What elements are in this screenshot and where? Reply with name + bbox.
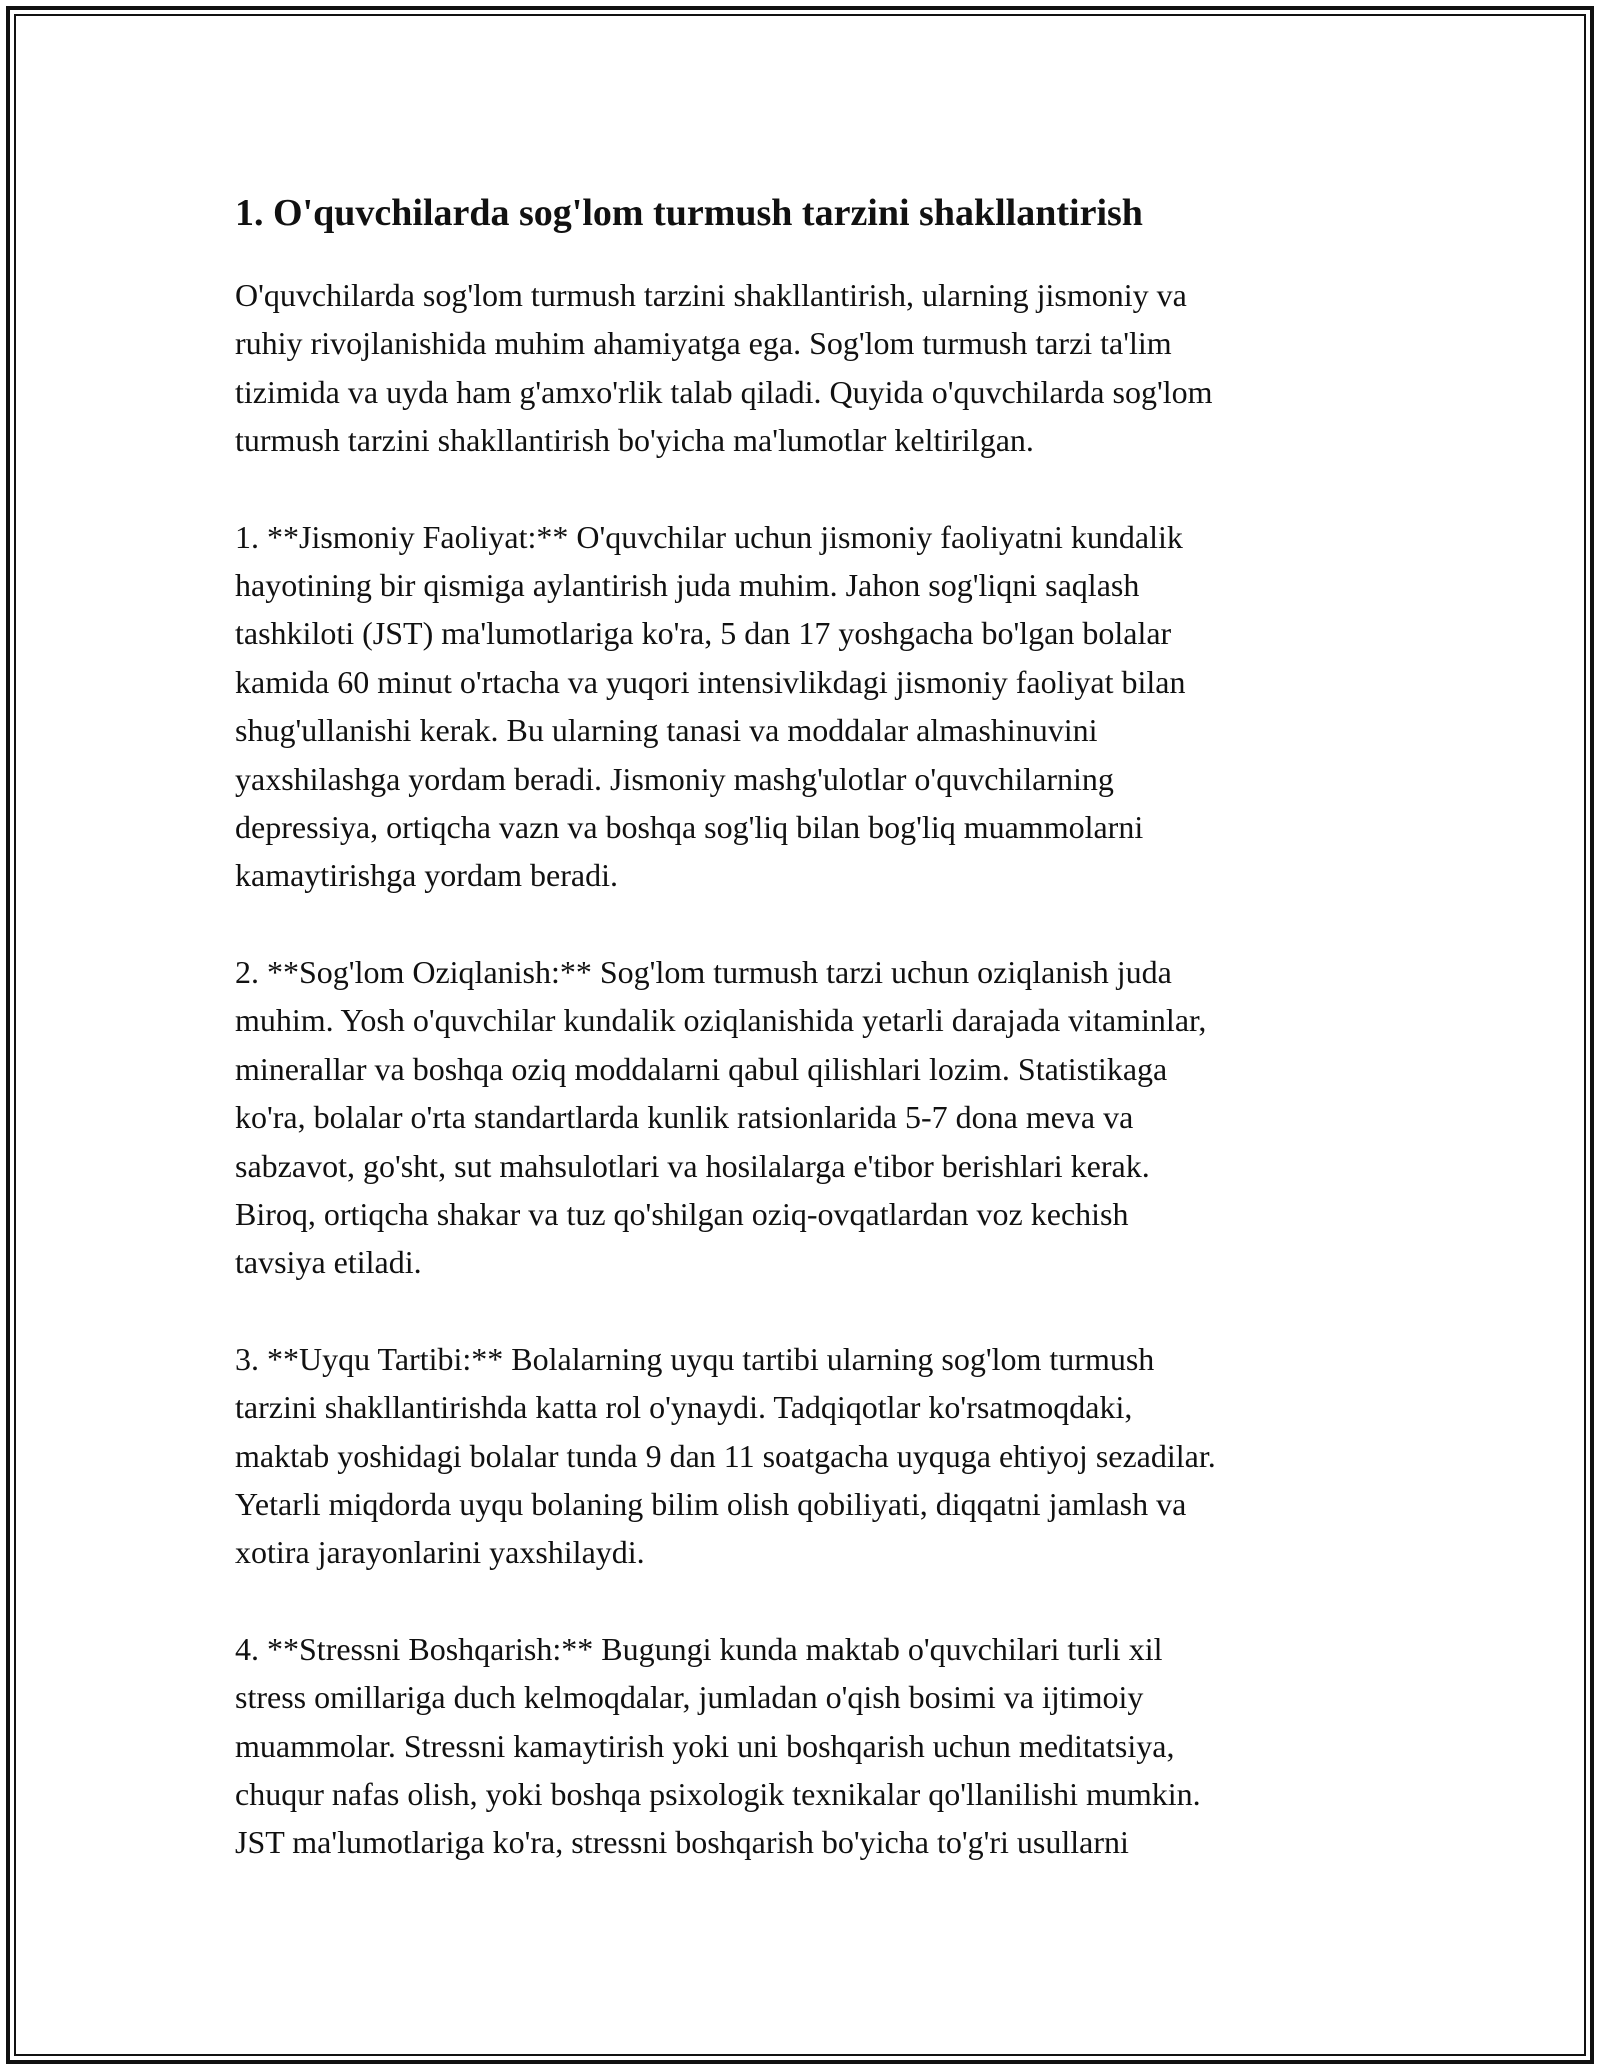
text-line: O'quvchilarda sog'lom turmush tarzini shakllantirish, ularning jismoniy va	[235, 277, 1187, 313]
text-line: kamida 60 minut o'rtacha va yuqori intensivlikdagi jismoniy faoliyat bilan	[235, 663, 1186, 700]
text-line: Biroq, ortiqcha shakar va tuz qo'shilgan oziq-ovqatlardan voz kechish	[235, 1195, 1129, 1232]
text-line: shug'ullanishi kerak. Bu ularning tanasi va moddalar almashinuvini	[235, 712, 1098, 749]
document-title: 1. O'quvchilarda sog'lom turmush tarzini shakllantirish	[235, 192, 1143, 234]
text-line: Yetarli miqdorda uyqu bolaning bilim olish qobiliyati, diqqatni jamlash va	[235, 1485, 1187, 1522]
text-line: ko'ra, bolalar o'rta standartlarda kunlik ratsionlarida 5-7 dona meva va	[235, 1099, 1134, 1136]
text-line: sabzavot, go'sht, sut mahsulotlari va hosilalarga e'tibor berishlari kerak.	[235, 1147, 1150, 1184]
text-line: maktab yoshidagi bolalar tunda 9 dan 11 soatgacha uyquga ehtiyoj sezadilar.	[235, 1437, 1216, 1474]
text-line: tavsiya etiladi.	[235, 1244, 422, 1281]
text-line: kamaytirishga yordam beradi.	[235, 857, 618, 894]
text-line: stress omillariga duch kelmoqdalar, jumladan o'qish bosimi va ijtimoiy	[235, 1679, 1144, 1716]
text-line: yaxshilashga yordam beradi. Jismoniy mashg'ulotlar o'quvchilarning	[235, 760, 1114, 797]
text-line: 1. **Jismoniy Faoliyat:** O'quvchilar uchun jismoniy faoliyatni kundalik	[235, 518, 1183, 555]
text-line: chuqur nafas olish, yoki boshqa psixologik texnikalar qo'llanilishi mumkin.	[235, 1775, 1201, 1812]
paragraph-sleep-schedule	[235, 1335, 1385, 1577]
paragraph-healthy-nutrition	[235, 948, 1385, 1287]
text-line: hayotining bir qismiga aylantirish juda muhim. Jahon sog'liqni saqlash	[235, 567, 1140, 604]
text-line: depressiya, ortiqcha vazn va boshqa sog'liq bilan bog'liq muammolarni	[235, 809, 1144, 846]
paragraph-physical-activity	[235, 513, 1385, 900]
text-line: ruhiy rivojlanishida muhim ahamiyatga ega. Sog'lom turmush tarzi ta'lim	[235, 325, 1172, 362]
paragraph-stress-management	[235, 1625, 1385, 1867]
document-body	[235, 185, 1385, 1915]
text-line: 3. **Uyqu Tartibi:** Bolalarning uyqu tartibi ularning sog'lom turmush	[235, 1340, 1155, 1377]
text-line: minerallar va boshqa oziq moddalarni qabul qilishlari lozim. Statistikaga	[235, 1050, 1168, 1087]
text-line: JST ma'lumotlariga ko'ra, stressni boshqarish bo'yicha to'g'ri usullarni	[235, 1824, 1129, 1861]
text-line: turmush tarzini shakllantirish bo'yicha ma'lumotlar keltirilgan.	[235, 422, 1034, 459]
text-line: tarzini shakllantirishda katta rol o'ynaydi. Tadqiqotlar ko'rsatmoqdaki,	[235, 1389, 1133, 1426]
text-line: 4. **Stressni Boshqarish:** Bugungi kunda maktab o'quvchilari turli xil	[235, 1630, 1163, 1667]
text-line: muhim. Yosh o'quvchilar kundalik oziqlanishida yetarli darajada vitaminlar,	[235, 1002, 1207, 1039]
text-line: tizimida va uyda ham g'amxo'rlik talab qiladi. Quyida o'quvchilarda sog'lom	[235, 373, 1213, 410]
text-line: muammolar. Stressni kamaytirish yoki uni boshqarish uchun meditatsiya,	[235, 1727, 1175, 1764]
text-line: 2. **Sog'lom Oziqlanish:** Sog'lom turmush tarzi uchun oziqlanish juda	[235, 953, 1172, 990]
paragraph-intro	[235, 271, 1385, 465]
text-line: tashkiloti (JST) ma'lumotlariga ko'ra, 5 dan 17 yoshgacha bo'lgan bolalar	[235, 615, 1172, 652]
text-line: xotira jarayonlarini yaxshilaydi.	[235, 1534, 645, 1571]
